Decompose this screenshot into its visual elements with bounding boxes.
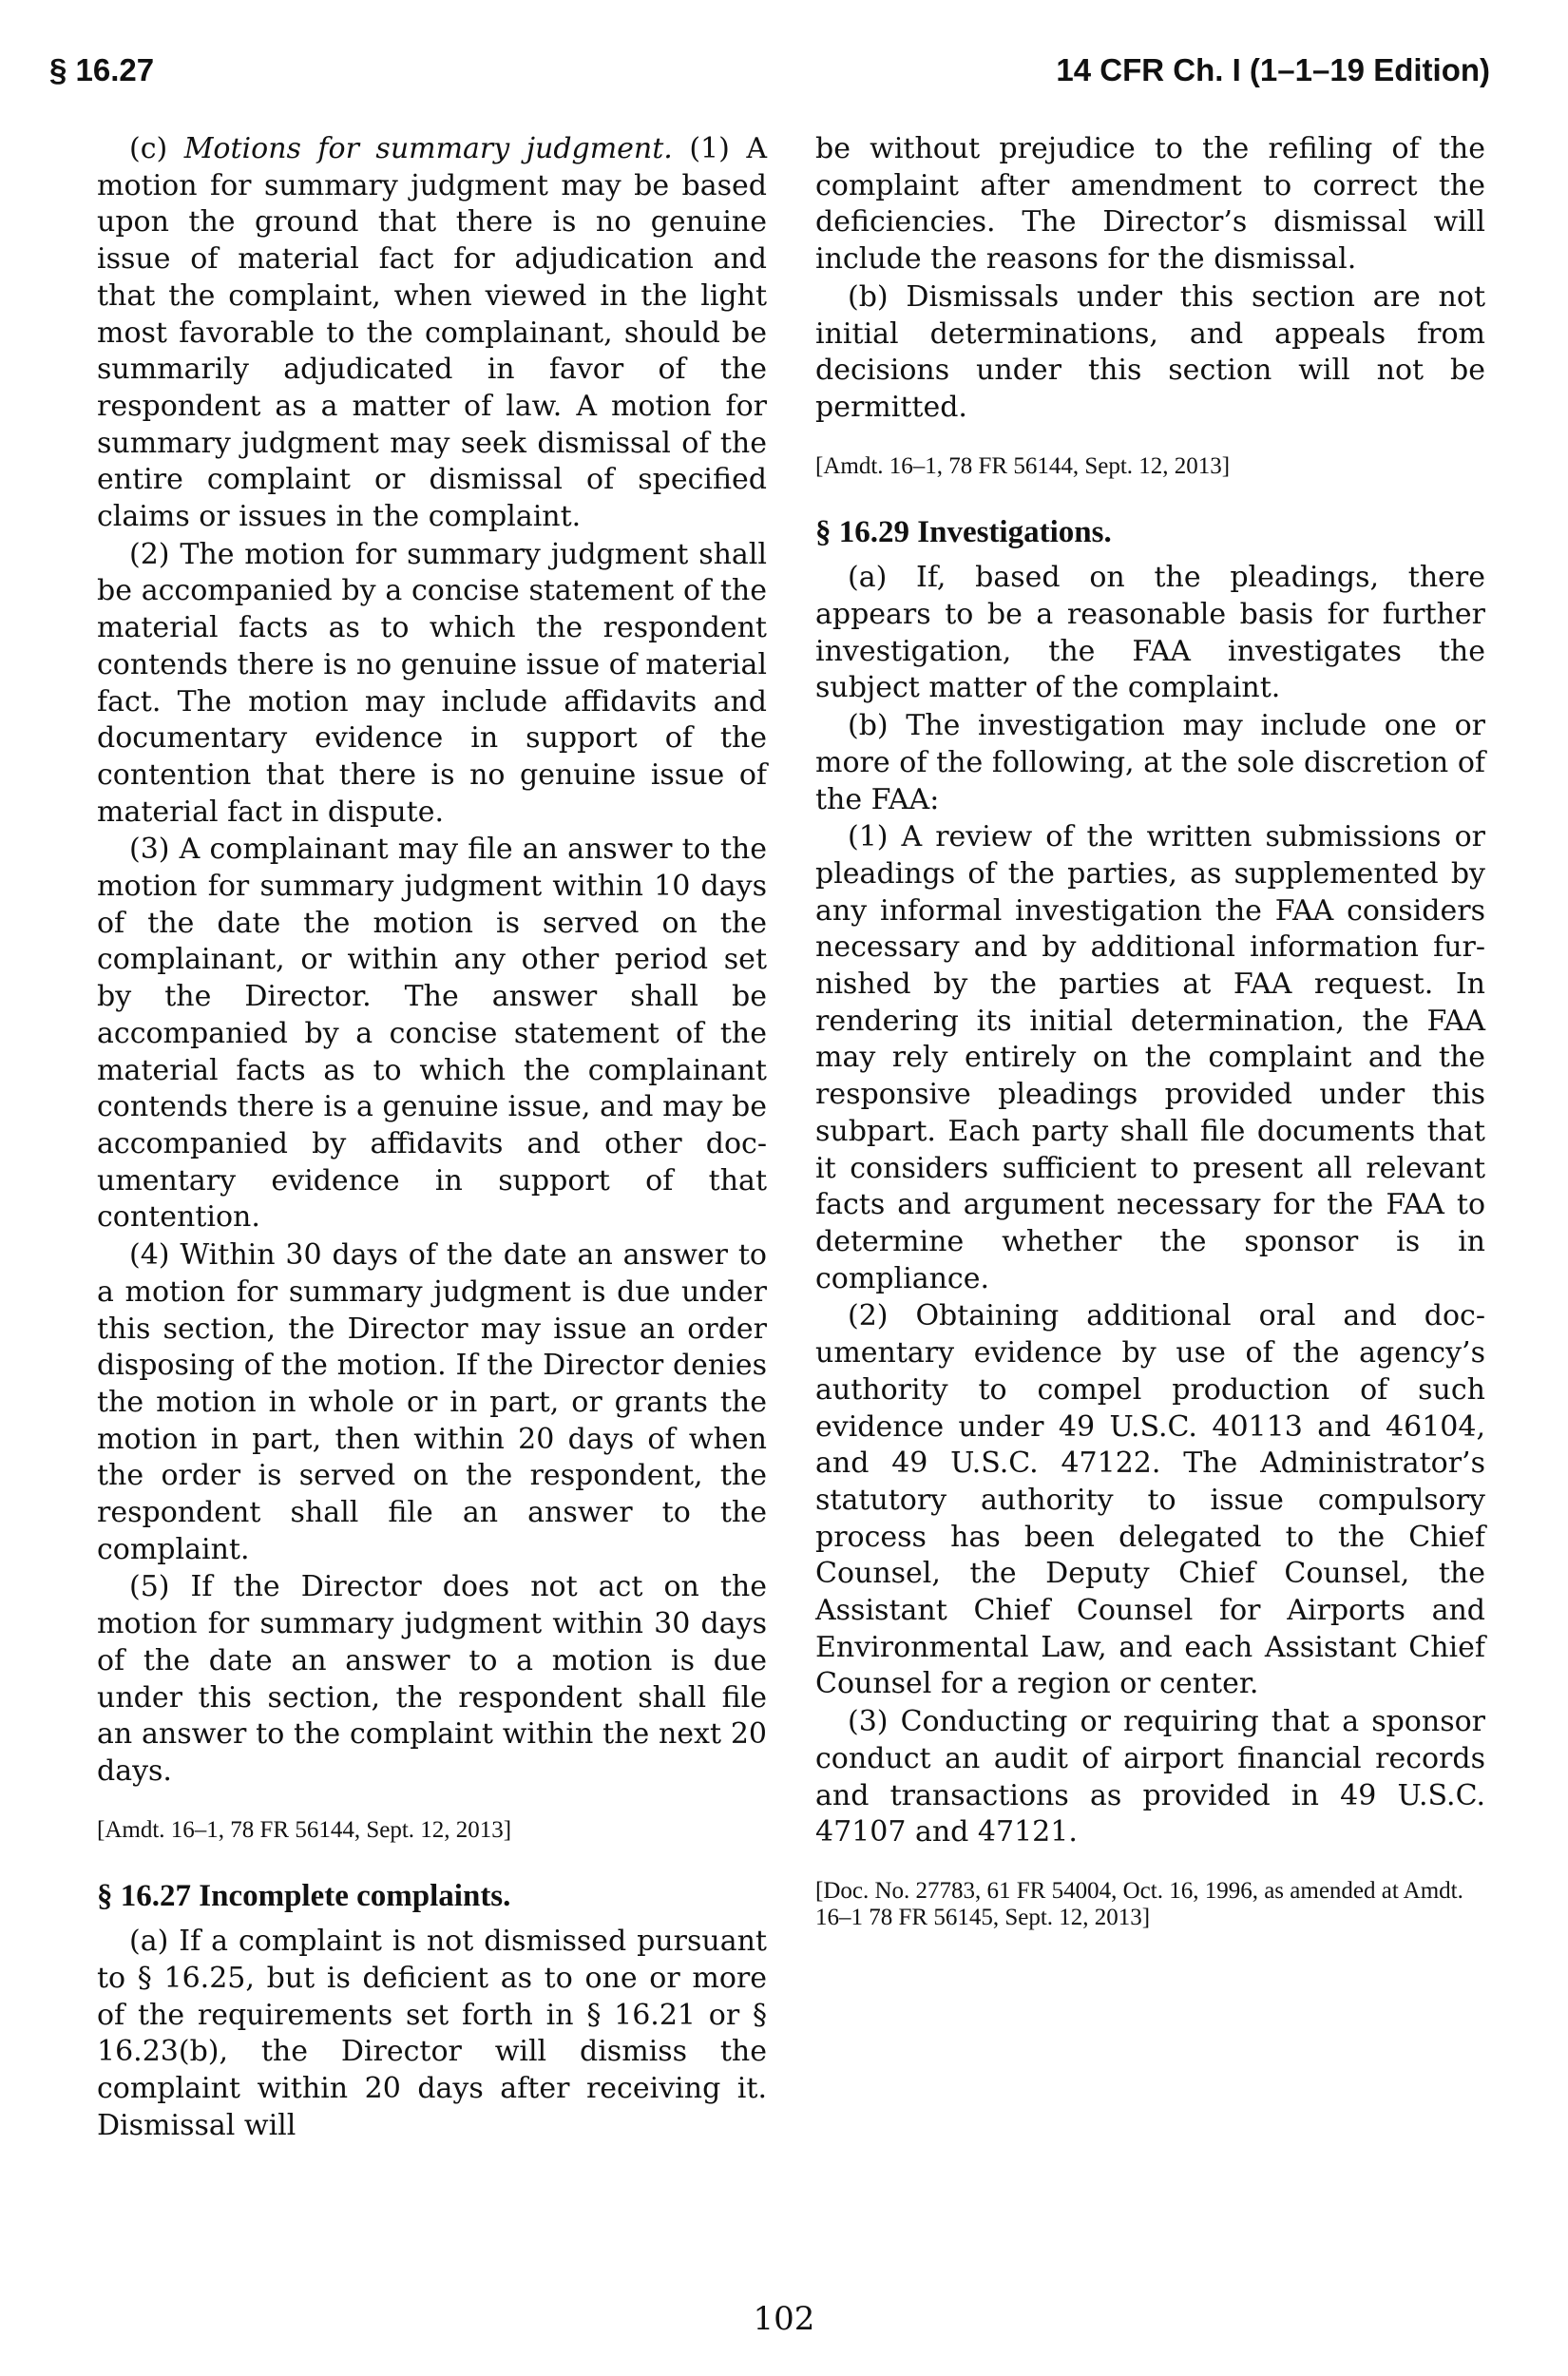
right-column [815, 131, 1485, 1965]
paragraph-c5: (5) If the Director does not act on the motion for summary judgment within 30 days of the date an answer to a motion is due under this section, the respondent shall file an answer to the complaint within the next 20 days. [97, 1570, 767, 1788]
paragraph-c3: (3) A complainant may file an answer to the motion for summary judgment within 10 days of the date the motion is served on the complainant, or within any other period set by the Director. The answer shall be accompanied by a concise statement of the material facts as to which the complainant contends there is a genuine issue, and may be accompanied by affidavits and other documentary evidence in support of that contention. [97, 833, 767, 1235]
amendment-note-2: [Amdt. 16–1, 78 FR 56144, Sept. 12, 2013] [815, 452, 1231, 479]
paragraph-16-27-b: (b) Dismissals under this section are not initial determinations, and appeals from decisions under this section will not be permitted. [815, 279, 1485, 424]
paragraph-16-27-a-continued: be without prejudice to the refiling of the complaint after amendment to correct the deficiencies. The Director’s dismissal will include the reasons for the dismissal. [815, 132, 1485, 277]
c1-label: (c) [129, 132, 184, 165]
doc-citation-note: [Doc. No. 27783, 61 FR 54004, Oct. 16, 1996, as amended at Amdt. 16–1 78 FR 56145, Sept. 12, 2013] [815, 1877, 1463, 1930]
header-section: § 16.27 [49, 52, 155, 87]
page-number: 102 [753, 2300, 815, 2338]
paragraph-16-29-b3: (3) Conducting or requiring that a sponsor conduct an audit of airport financial records and transactions as provided in 49 U.S.C. 47107 and 47121. [815, 1705, 1485, 1849]
c1-text: (1) A motion for summary judgment may be based upon the ground that there is no genuine issue of material fact for adjudication and that the complaint, when viewed in the light most favorable to the complainant, should be summarily adjudicated in favor of the respondent as a matter of law. A motion for summary judgment may seek dismissal of the entire complaint or dismissal of specified claims or issues in the complaint. [97, 132, 768, 534]
c1-italic-heading: Motions for summary judgment. [183, 132, 673, 165]
paragraph-16-29-a: (a) If, based on the pleadings, there appears to be a reasonable basis for further investigation, the FAA investigates the subject matter of the complaint. [815, 561, 1485, 705]
paragraph-16-29-b1: (1) A review of the written submissions or pleadings of the parties, as supplemented by any informal investigation the FAA considers necessary and by additional information furnished by the parties at FAA request. In rendering its initial determination, the FAA may rely entirely on the complaint and the responsive pleadings provided under this subpart. Each party shall file documents that it considers sufficient to present all relevant facts and argument necessary for the FAA to determine whether the sponsor is in compliance. [815, 820, 1485, 1295]
paragraph-16-29-b: (b) The investigation may include one or more of the following, at the sole discretion of the FAA: [815, 709, 1485, 816]
amendment-note-1: [Amdt. 16–1, 78 FR 56144, Sept. 12, 2013] [97, 1816, 512, 1843]
paragraph-16-29-b2: (2) Obtaining additional oral and documentary evidence by use of the agency’s authority to compel production of such evidence under 49 U.S.C. 40113 and 46104, and 49 U.S.C. 47122. The Administrator’s statutory authority to issue compulsory process has been delegated to the Chief Counsel, the Deputy Chief Counsel, the Assistant Chief Counsel for Airports and Environmental Law, and each Assistant Chief Counsel for a region or center. [815, 1299, 1485, 1701]
header-title: 14 CFR Ch. I (1–1–19 Edition) [1056, 52, 1490, 87]
paragraph-c1 [97, 131, 767, 536]
running-head [49, 52, 1490, 102]
paragraph-16-27-a: (a) If a complaint is not dismissed pursuant to § 16.25, but is deficient as to one or more of the requirements set forth in § 16.21 or § 16.23(b), the Director will dismiss the complaint within 20 days after receiving it. Dismissal will [97, 1925, 767, 2142]
paragraph-c2: (2) The motion for summary judgment shall be accompanied by a concise statement of the material facts as to which the respondent contends there is no genuine issue of material fact. The motion may include affidavits and documentary evidence in support of the contention that there is no genuine issue of material fact in dispute. [97, 537, 767, 829]
section-heading-16-29: § 16.29 Investigations. [815, 514, 1112, 549]
paragraph-c4: (4) Within 30 days of the date an answer to a motion for summary judgment is due under this section, the Director may issue an order disposing of the motion. If the Director denies the motion in whole or in part, or grants the motion in part, then within 20 days of when the order is served on the respondent, the respondent shall file an answer to the complaint. [97, 1238, 767, 1566]
section-heading-16-27: § 16.27 Incomplete complaints. [97, 1878, 511, 1913]
left-column [97, 131, 767, 2145]
